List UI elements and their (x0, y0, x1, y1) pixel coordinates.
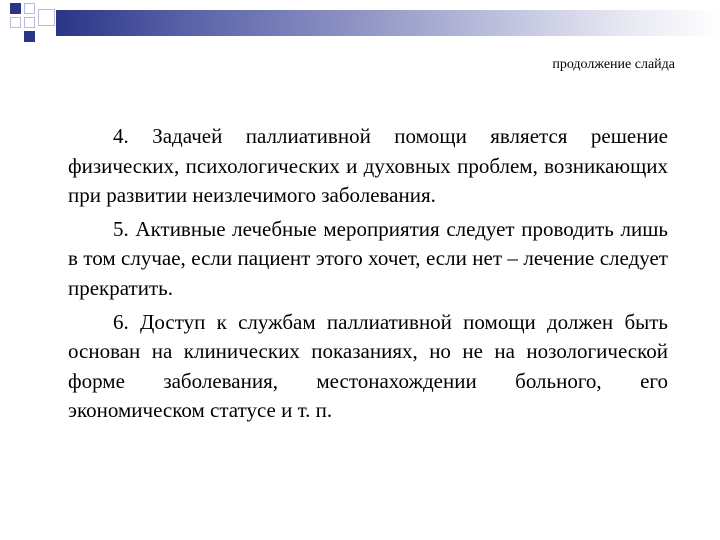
slide-header-decoration (0, 0, 720, 50)
slide-subtitle: продолжение слайда (552, 57, 675, 72)
paragraph-4: 4. Задачей паллиативной помощи является решение физических, психологических и духовных проблем, возникающих при развитии неизлечимого заболевания. (68, 124, 668, 208)
paragraph-6: 6. Доступ к службам паллиативной помощи должен быть основан на клинических показаниях, но не на нозологической форме заболевания, местонахождении больного, его экономическом статусе и т. п. (68, 309, 668, 423)
decor-square (38, 9, 55, 26)
decor-square (24, 31, 35, 42)
decor-square (10, 17, 21, 28)
decor-square (24, 3, 35, 14)
decor-square (24, 17, 35, 28)
slide-content (68, 122, 668, 430)
decor-square (10, 3, 21, 14)
paragraph-5: 5. Активные лечебные мероприятия следует проводить лишь в том случае, если пациент этого хочет, если нет – лечение следует прекратить. (68, 216, 668, 300)
header-gradient-bar (56, 10, 720, 36)
